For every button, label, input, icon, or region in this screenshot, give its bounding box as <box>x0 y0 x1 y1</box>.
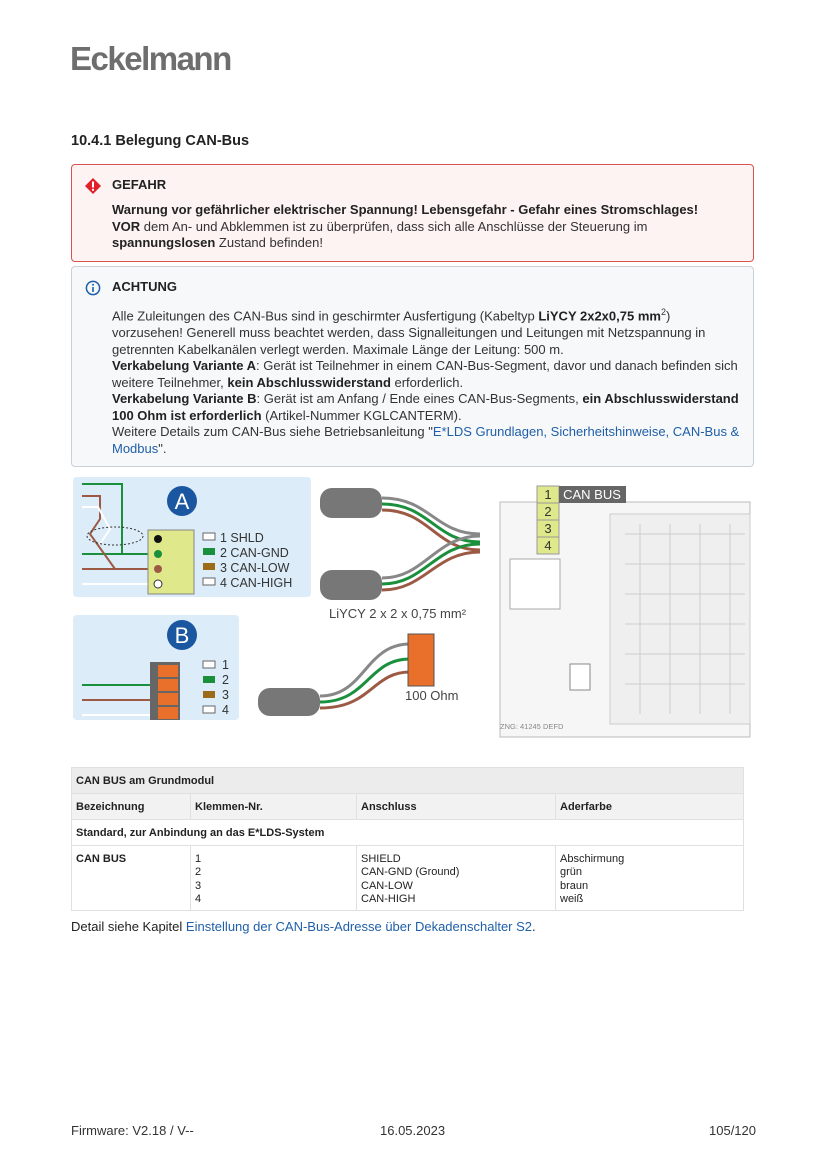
more-details-end: ". <box>158 441 167 457</box>
col-anschluss: Anschluss <box>357 794 556 820</box>
table-row <box>72 846 744 911</box>
resistor-label: 100 Ohm <box>405 688 459 703</box>
cable-type: LiYCY 2x2x0,75 mm <box>538 308 661 324</box>
cell: CAN-GND (Ground) <box>361 866 460 879</box>
danger-line3: Zustand befinden! <box>215 235 323 251</box>
legend-b-3: 3 <box>222 688 229 702</box>
cell: 2 <box>195 866 202 879</box>
notice-p1: Alle Zuleitungen des CAN-Bus sind in geschirmter Ausfertigung (Kabeltyp <box>112 308 539 324</box>
legend-can-gnd: 2 CAN-GND <box>220 546 289 560</box>
wire-colors <box>556 846 744 911</box>
cell: 1 <box>195 853 202 865</box>
footer-date: 16.05.2023 <box>380 1123 446 1138</box>
danger-box <box>71 164 754 262</box>
cell: grün <box>560 866 583 879</box>
cell: CAN-LOW <box>361 879 413 892</box>
connections <box>357 846 556 911</box>
legend-b-2: 2 <box>222 673 229 687</box>
variant-a-text: : Gerät ist Teilnehmer in einem CAN-Bus-Segment, davor und danach befinden sich weitere Teilnehmer, <box>112 358 738 390</box>
resistor-terminal <box>408 634 434 686</box>
terminal-numbers <box>191 846 357 911</box>
cell: weiß <box>560 893 584 906</box>
table-section: Standard, zur Anbindung an das E*LDS-System <box>72 820 744 846</box>
legend-can-low: 3 CAN-LOW <box>220 561 290 575</box>
danger-line1: Warnung vor gefährlicher elektrischer Spannung! Lebensgefahr - Gefahr eines Stromschlages! <box>112 202 699 217</box>
danger-line2: dem An- und Abklemmen ist zu überprüfen, dass sich alle Anschlüsse der Steuerung im <box>140 218 648 234</box>
variant-b-letter: B <box>174 623 190 648</box>
cell: SHIELD <box>361 853 401 865</box>
table-caption: CAN BUS am Grundmodul <box>72 768 744 794</box>
danger-text <box>112 202 741 252</box>
cable-label: LiYCY 2 x 2 x 0,75 mm² <box>329 606 467 621</box>
variant-b-end: (Artikel-Nummer KGLCANTERM). <box>261 407 462 423</box>
can-bus-table <box>71 767 744 911</box>
footer-firmware: Firmware: V2.18 / V-- <box>71 1123 194 1138</box>
variant-b-bold: ein Abschlusswiderstand 100 Ohm ist erforderlich <box>112 391 739 423</box>
terminal-3: 3 <box>544 521 552 536</box>
variant-a-end: erforderlich. <box>390 374 464 390</box>
cell: CAN-HIGH <box>361 893 416 906</box>
notice-p1-rest: ) vorzusehen! Generell muss beachtet werden, dass Signalleitungen und Leitungen mit Netzspannung in getrennten Kabelkanälen verlegt werden. Maximale Länge der Leitung: 500 m. <box>112 308 706 357</box>
variant-b-text: : Gerät ist am Anfang / Ende eines CAN-Bus-Segments, <box>256 391 583 407</box>
variant-a-letter: A <box>174 489 190 514</box>
wiring-diagram <box>70 474 760 739</box>
danger-spannungslos: spannungslosen <box>112 235 216 251</box>
section-heading: 10.4.1 Belegung CAN-Bus <box>71 133 250 149</box>
detail-prefix: Detail siehe Kapitel <box>71 919 186 934</box>
cell: Abschirmung <box>560 853 625 865</box>
danger-vor: VOR <box>112 218 141 234</box>
notice-title: ACHTUNG <box>112 279 177 294</box>
footer-page: 105/120 <box>709 1123 756 1138</box>
legend-b-4: 4 <box>222 703 229 717</box>
col-klemmen: Klemmen-Nr. <box>191 794 357 820</box>
legend-b-1: 1 <box>222 658 229 672</box>
eckelmann-logo: Eckelmann <box>70 40 231 77</box>
notice-box <box>71 266 754 467</box>
row-name: CAN BUS <box>72 846 191 911</box>
variant-b-label: Verkabelung Variante B <box>112 391 257 407</box>
more-details-text: Weitere Details zum CAN-Bus siehe Betriebsanleitung " <box>112 424 433 440</box>
superscript: 2 <box>660 307 666 317</box>
variant-a-label: Verkabelung Variante A <box>112 358 257 374</box>
cell: 4 <box>195 893 202 906</box>
cell: 3 <box>195 879 202 892</box>
drawing-number: ZNG: 41245 DEFD <box>500 722 564 731</box>
notice-text <box>112 304 741 458</box>
info-icon <box>85 280 101 296</box>
variant-a-bold: kein Abschlusswiderstand <box>227 374 391 390</box>
col-aderfarbe: Aderfarbe <box>556 794 744 820</box>
legend-shld: 1 SHLD <box>220 531 264 545</box>
cell: braun <box>560 879 589 892</box>
col-bezeichnung: Bezeichnung <box>72 794 191 820</box>
manual-link[interactable]: E*LDS Grundlagen, Sicherheitshinweise, CAN-Bus & Modbus <box>112 424 740 457</box>
danger-title: GEFAHR <box>112 177 167 192</box>
terminal-2: 2 <box>544 504 552 519</box>
chapter-link[interactable]: Einstellung der CAN-Bus-Adresse über Dekadenschalter S2 <box>185 919 533 934</box>
terminal-4: 4 <box>544 538 552 553</box>
detail-suffix: . <box>532 919 536 934</box>
detail-reference <box>71 919 536 934</box>
can-bus-label: CAN BUS <box>563 487 621 502</box>
legend-can-high: 4 CAN-HIGH <box>220 576 293 590</box>
danger-icon <box>85 178 101 194</box>
terminal-1: 1 <box>544 487 552 502</box>
